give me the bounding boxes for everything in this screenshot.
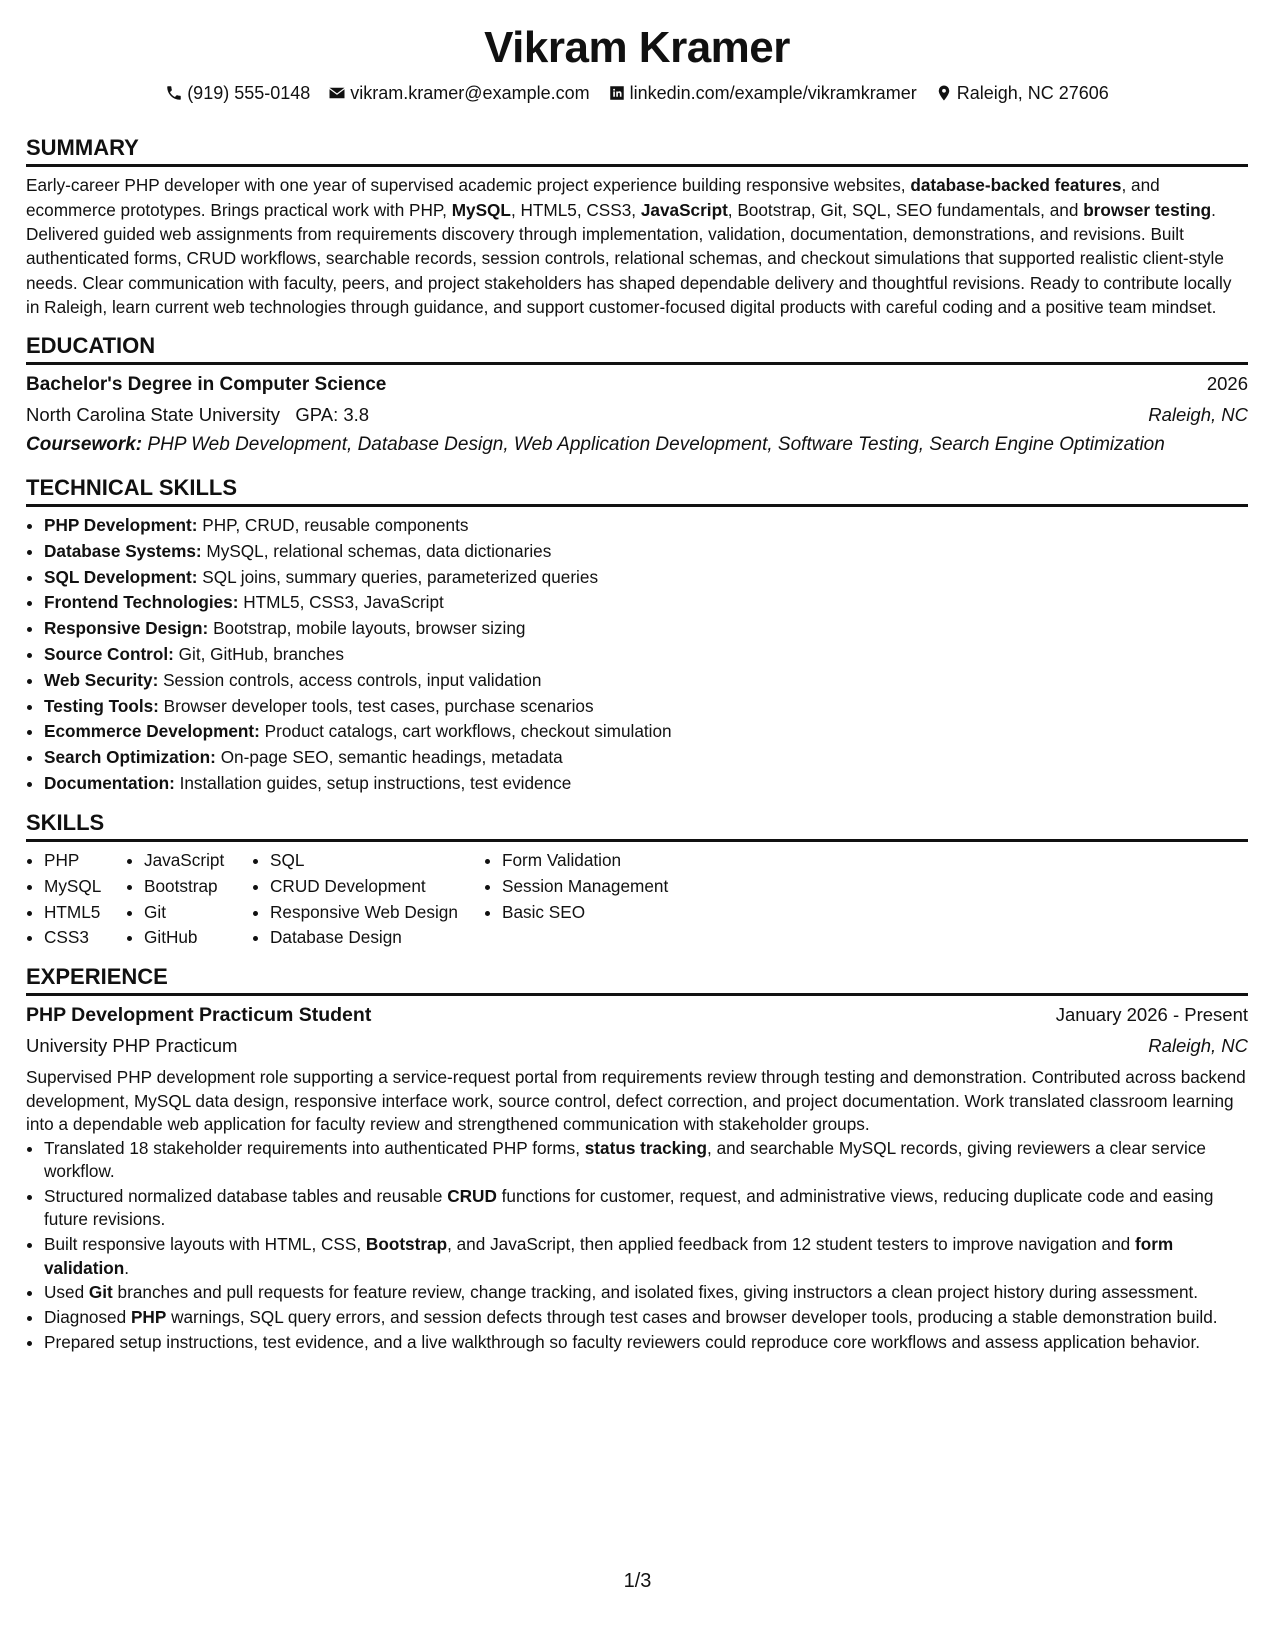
summary-heading: SUMMARY	[26, 136, 1248, 167]
envelope-icon	[328, 84, 346, 102]
text-run: functions for customer, request, and administrative views, reducing duplicate code and easing future revisions.	[44, 1185, 1214, 1230]
skill-category: Search Optimization:	[44, 747, 216, 768]
job-location: Raleigh, NC	[1148, 1035, 1248, 1057]
skill-category: Documentation:	[44, 772, 175, 793]
phone-text: (919) 555-0148	[187, 83, 311, 103]
skill-item: • CRUD Development	[270, 874, 484, 900]
text-run: warnings, SQL query errors, and session defects through test cases and browser developer tools, producing a stable demonstration build.	[166, 1307, 1218, 1328]
technical-skill-item	[44, 668, 1248, 694]
experience-title-row	[26, 1004, 1248, 1027]
skill-values: SQL joins, summary queries, parameterized queries	[202, 566, 599, 587]
technical-skill-item	[44, 642, 1248, 668]
text-run: branches and pull requests for feature review, change tracking, and isolated fixes, giving instructors a clean project history during assessment.	[112, 1282, 1199, 1303]
skill-values: On-page SEO, semantic headings, metadata	[220, 747, 563, 768]
experience-bullet	[44, 1331, 1248, 1354]
bold-text: Bootstrap	[365, 1234, 448, 1255]
skills-column	[126, 848, 252, 951]
skill-category: Frontend Technologies:	[44, 592, 239, 613]
contact-linkedin[interactable]	[608, 84, 917, 102]
text-run: , and searchable MySQL records, giving reviewers a clear service workflow.	[44, 1137, 1206, 1181]
text-run: .	[124, 1257, 130, 1278]
bold-text: browser testing	[1083, 199, 1212, 220]
job-dates: January 2026 - Present	[1055, 1004, 1248, 1026]
coursework-list: PHP Web Development, Database Design, Web Application Development, Software Testing, Search Engine Optimization	[147, 433, 1165, 455]
skill-category: SQL Development:	[44, 566, 198, 587]
technical-skill-item	[44, 539, 1248, 565]
text-run: . Delivered guided web assignments from requirements discovery through implementation, validation, documentation, demonstrations, and revisions. Built authenticated forms, CRUD workflows, searchable records, session controls, relational schemas, and checkout simulations that supported realistic client-style needs. Clear communication with faculty, peers, and project stakeholders has shaped dependable delivery and thoughtful revisions. Ready to contribute locally in Raleigh, learn current web technologies through guidance, and support customer-focused digital products with careful coding and a positive team mindset.	[26, 199, 1232, 318]
text-run: , and ecommerce prototypes. Brings practical work with PHP,	[26, 175, 1160, 220]
skill-values: Git, GitHub, branches	[178, 643, 344, 664]
skill-values: Bootstrap, mobile layouts, browser sizing	[213, 618, 526, 639]
text-run: , HTML5, CSS3,	[510, 199, 641, 220]
skills-column	[26, 848, 126, 951]
experience-summary: Supervised PHP development role supporting a service-request portal from requirements review through testing and demonstration. Contributed across backend development, MySQL data design, responsive interface work, source control, defect correction, and project documentation. Work translated classroom learning into a dependable web application for faculty review and strengthened communication with stakeholder groups.	[26, 1067, 1246, 1135]
phone-icon	[165, 84, 183, 102]
skills-column	[252, 848, 484, 951]
technical-skill-item	[44, 745, 1248, 771]
technical-skill-item	[44, 565, 1248, 591]
school-location: Raleigh, NC	[1148, 403, 1248, 425]
linkedin-link[interactable]: linkedin.com/example/vikramkramer	[629, 83, 917, 103]
skill-category: Source Control:	[44, 643, 174, 664]
page-number: 1/3	[623, 1570, 652, 1592]
technical-skills-heading: TECHNICAL SKILLS	[26, 476, 1248, 507]
text-run: Structured normalized database tables and reusable	[44, 1185, 448, 1206]
skill-item: • JavaScript	[144, 848, 252, 874]
degree-title: Bachelor's Degree in Computer Science	[26, 373, 387, 395]
bold-text: status tracking	[584, 1137, 708, 1158]
text-run: Diagnosed	[44, 1307, 131, 1328]
email-link[interactable]: vikram.kramer@example.com	[350, 83, 590, 103]
text-run: Built responsive layouts with HTML, CSS,	[44, 1234, 366, 1255]
skill-category: PHP Development:	[44, 515, 198, 535]
skills-grid	[26, 848, 1248, 951]
skill-item: • Form Validation	[502, 848, 668, 874]
linkedin-icon	[608, 84, 626, 102]
skill-item: • Git	[144, 900, 252, 926]
skill-category: Ecommerce Development:	[44, 721, 260, 742]
skills-heading: SKILLS	[26, 811, 1248, 842]
skill-values: Installation guides, setup instructions, test evidence	[179, 772, 572, 793]
bold-text: Git	[88, 1282, 113, 1303]
skill-category: Testing Tools:	[44, 695, 159, 716]
text-run: , and JavaScript, then applied feedback from 12 student testers to improve navigation and	[447, 1234, 1135, 1255]
technical-skills-list	[26, 513, 1248, 797]
organization: University PHP Practicum	[26, 1035, 238, 1057]
contact-phone	[165, 84, 310, 102]
bold-text: form validation	[44, 1234, 1174, 1278]
skill-values: PHP, CRUD, reusable components	[202, 515, 469, 535]
skill-values: HTML5, CSS3, JavaScript	[243, 592, 444, 613]
technical-skill-item	[44, 771, 1248, 797]
text-run: , Bootstrap, Git, SQL, SEO fundamentals, and	[727, 199, 1084, 220]
summary-paragraph	[26, 173, 1248, 319]
education-school-row	[26, 404, 1248, 426]
bold-text: MySQL	[451, 199, 511, 220]
school-name: North Carolina State University	[26, 403, 280, 425]
coursework-line	[26, 434, 1248, 456]
text-run: Used	[44, 1282, 89, 1303]
contact-bar	[26, 84, 1248, 102]
experience-bullet	[44, 1306, 1248, 1329]
skill-values: Product catalogs, cart workflows, checkout simulation	[264, 721, 672, 742]
education-degree-row	[26, 373, 1248, 396]
experience-bullet	[44, 1137, 1248, 1184]
skill-item: • HTML5	[44, 900, 126, 926]
text-run: Translated 18 stakeholder requirements into authenticated PHP forms,	[44, 1137, 585, 1158]
technical-skill-item	[44, 719, 1248, 745]
education-heading: EDUCATION	[26, 334, 1248, 365]
skill-values: MySQL, relational schemas, data dictionaries	[206, 540, 552, 561]
text-run: Early-career PHP developer with one year of supervised academic project experience building responsive websites,	[26, 175, 911, 196]
skill-category: Database Systems:	[44, 540, 202, 561]
bold-text: database-backed features	[910, 175, 1122, 196]
map-pin-icon	[935, 84, 953, 102]
bold-text: CRUD	[447, 1185, 497, 1206]
contact-email[interactable]	[328, 84, 589, 102]
technical-skill-item	[44, 694, 1248, 720]
skill-values: Session controls, access controls, input validation	[163, 669, 542, 690]
contact-location	[935, 84, 1109, 102]
bold-text: PHP	[130, 1307, 167, 1328]
text-run: Prepared setup instructions, test evidence, and a live walkthrough so faculty reviewers could reproduce core workflows and assess application behavior.	[44, 1332, 1201, 1353]
skill-item: • MySQL	[44, 874, 126, 900]
technical-skill-item	[44, 616, 1248, 642]
skill-item: • SQL	[270, 848, 484, 874]
skill-item: • GitHub	[144, 925, 252, 951]
experience-bullets	[26, 1137, 1248, 1355]
school-info	[26, 404, 369, 426]
experience-bullet	[44, 1281, 1248, 1304]
candidate-name: Vikram Kramer	[484, 23, 790, 72]
coursework-label: Coursework:	[26, 433, 143, 455]
skill-item: • CSS3	[44, 925, 126, 951]
skill-item: • Database Design	[270, 925, 484, 951]
skills-column	[484, 848, 668, 951]
skill-item: • Responsive Web Design	[270, 900, 484, 926]
job-title: PHP Development Practicum Student	[26, 1004, 372, 1027]
graduation-year: 2026	[1206, 372, 1248, 394]
skill-item: • Session Management	[502, 874, 668, 900]
resume-page	[26, 0, 1248, 1356]
technical-skill-item	[44, 590, 1248, 616]
gpa: GPA: 3.8	[295, 403, 370, 425]
skill-item: • Basic SEO	[502, 900, 668, 926]
skill-values: Browser developer tools, test cases, purchase scenarios	[163, 695, 594, 716]
technical-skill-item	[44, 513, 1248, 539]
skill-category: Web Security:	[44, 669, 159, 690]
bold-text: JavaScript	[640, 199, 728, 220]
experience-bullet	[44, 1185, 1248, 1232]
experience-bullet	[44, 1233, 1248, 1280]
location-text: Raleigh, NC 27606	[956, 83, 1109, 103]
skill-item: • PHP	[44, 848, 126, 874]
experience-heading: EXPERIENCE	[26, 965, 1248, 996]
skill-category: Responsive Design:	[44, 618, 209, 639]
experience-org-row	[26, 1035, 1248, 1057]
skill-item: • Bootstrap	[144, 874, 252, 900]
